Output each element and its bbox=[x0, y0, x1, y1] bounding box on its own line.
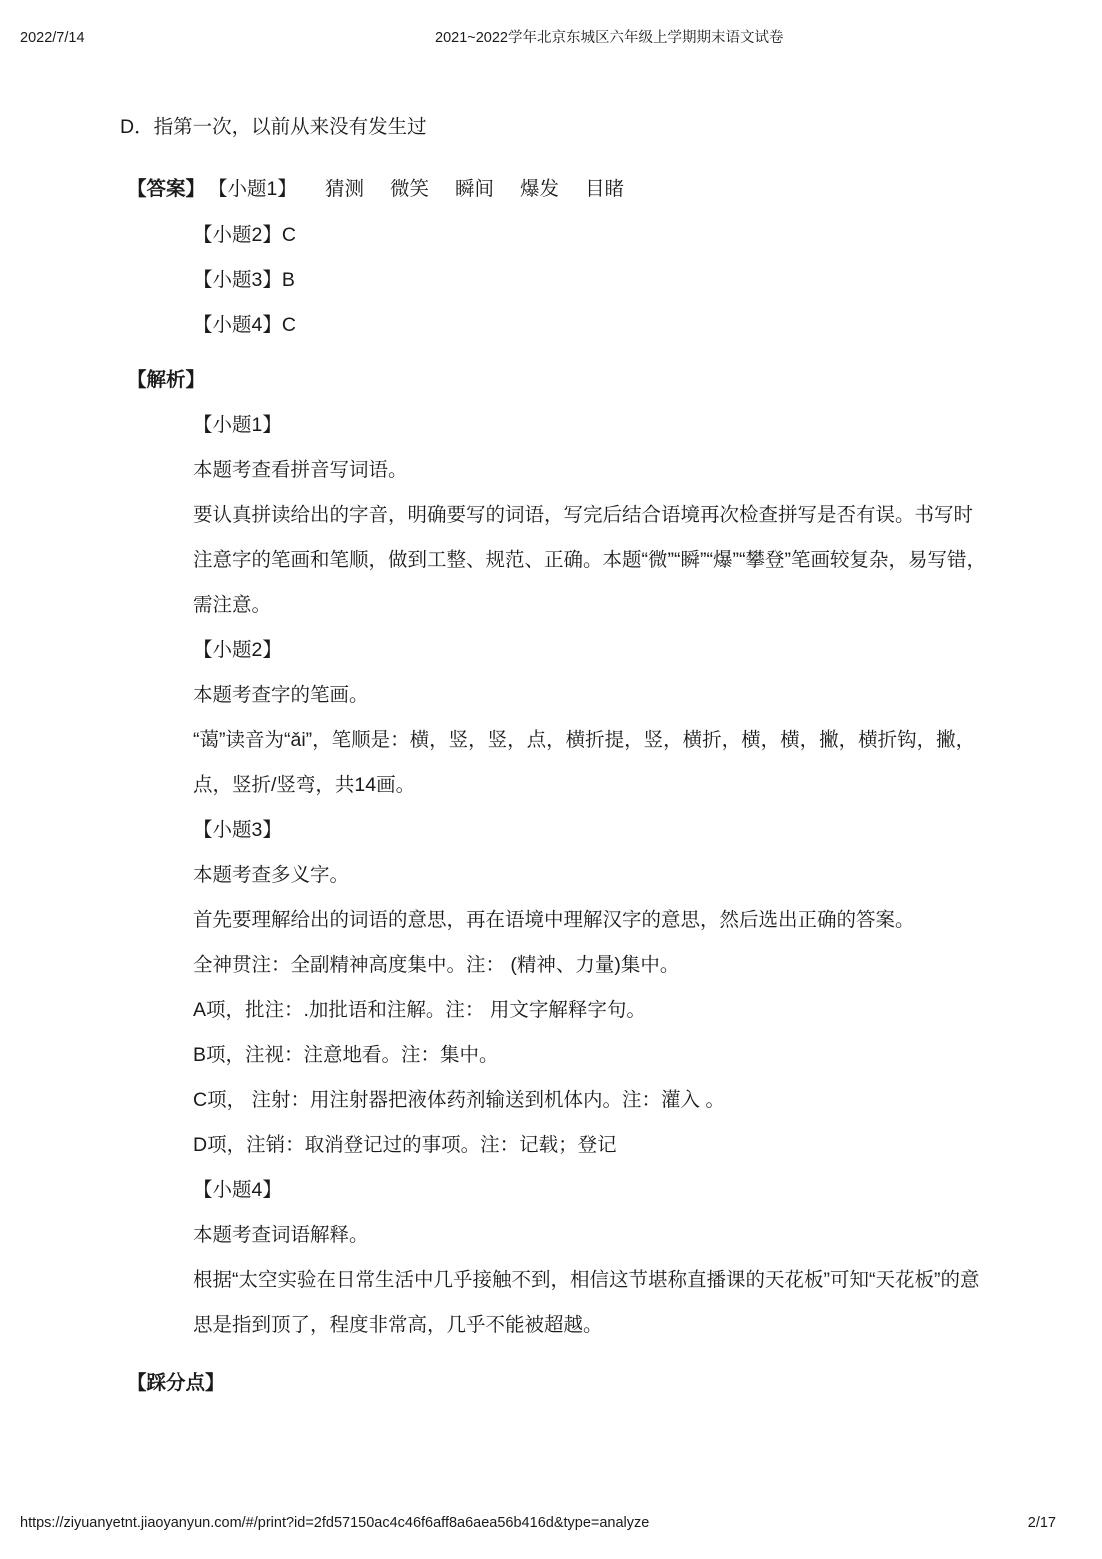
analysis-line: D项，注销：取消登记过的事项。注：记载；登记 bbox=[193, 1134, 617, 1156]
option-d: D．指第一次，以前从来没有发生过 bbox=[120, 116, 427, 138]
analysis-line: 本题考查字的笔画。 bbox=[193, 684, 369, 706]
print-url: https://ziyuanyetnt.jiaoyanyun.com/#/print?id=2fd57150ac4c46f6aff8a6aea56b416d&type=analyze bbox=[20, 1515, 650, 1531]
analysis-line: 要认真拼读给出的字音，明确要写的词语，写完后结合语境再次检查拼写是否有误。书写时 bbox=[193, 504, 974, 526]
analysis-line: “蔼”读音为“ǎi”，笔顺是：横，竖，竖，点，横折提，竖，横折，横，横，撇，横折钩，撇， bbox=[193, 729, 976, 751]
analysis-line: 注意字的笔画和笔顺，做到工整、规范、正确。本题“微”“瞬”“爆”“攀登”笔画较复杂，易写错， bbox=[193, 549, 986, 571]
answer-word: 目睹 bbox=[585, 178, 625, 200]
analysis-section-q3 bbox=[193, 808, 1073, 1168]
analysis-section-label: 【小题1】 bbox=[193, 414, 282, 436]
analysis-section-q1 bbox=[193, 403, 1073, 628]
page-number: 2/17 bbox=[1027, 1515, 1056, 1531]
answer-item-q2: 【小题2】C bbox=[193, 224, 296, 246]
analysis-line: 点，竖折/竖弯，共14画。 bbox=[193, 774, 416, 796]
analysis-body bbox=[193, 403, 1073, 1348]
analysis-section-q4 bbox=[193, 1168, 1073, 1348]
answer-label: 【答案】 bbox=[127, 178, 206, 200]
analysis-line: 本题考查多义字。 bbox=[193, 864, 350, 886]
answer-item-q4: 【小题4】C bbox=[193, 314, 296, 336]
analysis-line: 本题考查看拼音写词语。 bbox=[193, 459, 408, 481]
print-title: 2021~2022学年北京东城区六年级上学期期末语文试卷 bbox=[435, 30, 784, 46]
answer-row bbox=[0, 167, 1000, 212]
analysis-line: 本题考查词语解释。 bbox=[193, 1224, 369, 1246]
answer-word: 微笑 bbox=[390, 178, 430, 200]
answer-word: 瞬间 bbox=[455, 178, 495, 200]
analysis-section-label: 【小题3】 bbox=[193, 819, 282, 841]
analysis-section-label: 【小题4】 bbox=[193, 1179, 282, 1201]
analysis-line: 思是指到顶了，程度非常高，几乎不能被超越。 bbox=[193, 1314, 603, 1336]
answer-word: 猜测 bbox=[325, 178, 365, 200]
answer-item-q3: 【小题3】B bbox=[193, 269, 295, 291]
score-points-label: 【踩分点】 bbox=[127, 1372, 225, 1394]
analysis-line: 首先要理解给出的词语的意思，再在语境中理解汉字的意思，然后选出正确的答案。 bbox=[193, 909, 915, 931]
analysis-line: B项，注视：注意地看。注：集中。 bbox=[193, 1044, 499, 1066]
analysis-section-q2 bbox=[193, 628, 1073, 808]
analysis-label: 【解析】 bbox=[127, 369, 206, 391]
analysis-line: A项，批注：.加批语和注解。注： 用文字解释字句。 bbox=[193, 999, 646, 1021]
answer-items bbox=[193, 213, 296, 348]
analysis-line: C项， 注射：用注射器把液体药剂输送到机体内。注：灌入 。 bbox=[193, 1089, 725, 1111]
analysis-line: 根据“太空实验在日常生活中几乎接触不到，相信这节堪称直播课的天花板”可知“天花板”的意 bbox=[193, 1269, 980, 1291]
analysis-section-label: 【小题2】 bbox=[193, 639, 282, 661]
analysis-line: 需注意。 bbox=[193, 594, 272, 616]
answer-word: 爆发 bbox=[520, 178, 560, 200]
answer-q1-words bbox=[325, 167, 624, 212]
print-date: 2022/7/14 bbox=[20, 30, 85, 46]
analysis-line: 全神贯注：全副精神高度集中。注： (精神、力量)集中。 bbox=[193, 954, 680, 976]
answer-q1-label: 【小题1】 bbox=[208, 178, 297, 200]
